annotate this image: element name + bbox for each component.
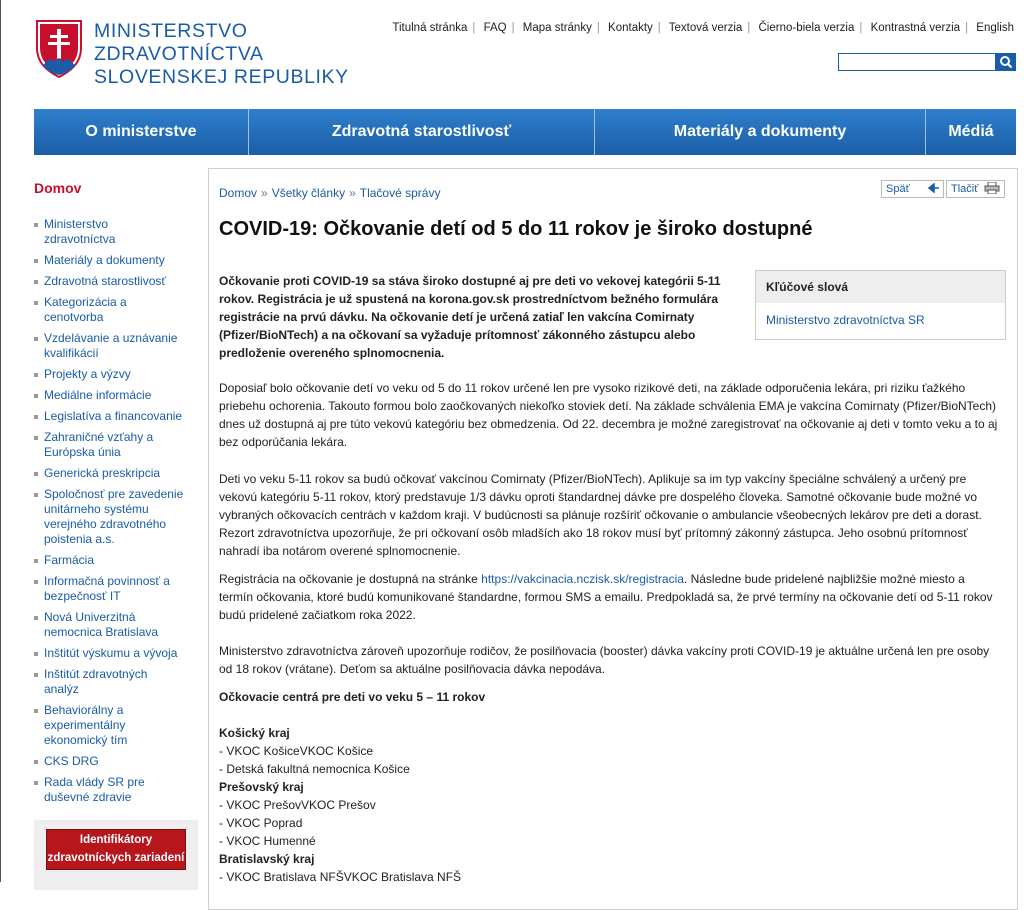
sidebar-item-behavioral-team[interactable]: [34, 703, 154, 748]
sidebar-item-label: Inštitút zdravotných analýz: [44, 667, 148, 696]
separator: |: [472, 22, 476, 34]
sidebar-item-information-security[interactable]: [34, 574, 189, 604]
bullet-icon: [34, 493, 38, 497]
ministry-logo[interactable]: [36, 20, 349, 92]
sidebar-item-legislation[interactable]: [34, 409, 198, 424]
bullet-icon: [34, 373, 38, 377]
center-item: - VKOC Humenné: [219, 834, 316, 848]
link-home[interactable]: Titulná stránka: [392, 22, 468, 34]
sidebar-item-label: Generická preskripcia: [44, 466, 161, 480]
print-label: Tlačiť: [951, 183, 979, 195]
separator: |: [511, 22, 515, 34]
logo-line-3: SLOVENSKEJ REPUBLIKY: [94, 66, 349, 88]
sidebar-item-pharmacy[interactable]: [34, 553, 198, 568]
separator: |: [657, 22, 661, 34]
sidebar-item-ministry[interactable]: [34, 217, 144, 247]
page-left-border: [0, 0, 1, 882]
keywords-box: [755, 270, 1006, 340]
center-item: - VKOC KošiceVKOC Košice: [219, 744, 374, 758]
sidebar-item-generic-prescription[interactable]: [34, 466, 198, 481]
sidebar-item-label: Materiály a dokumenty: [44, 253, 165, 267]
region-heading: Košický kraj: [219, 726, 290, 740]
separator: |: [596, 22, 600, 34]
top-links: [392, 22, 1014, 34]
bullet-icon: [34, 415, 38, 419]
bullet-icon: [34, 259, 38, 263]
article-lead: Očkovanie proti COVID-19 sa stáva široko dostupné aj pre deti vo vekovej kategórii 5-11 rokov. Registrácia je už spustená na korona.gov.sk prostredníctvom bežného formulára registrácie na prvú dávku. Na očkovanie detí je určená zatiaľ len vakcína Comirnaty (Pfizer/BioNTech) a na očkovaní sa vyžaduje prítomnosť zákonného zástupcu alebo predloženie overeného splnomocnenia.: [219, 274, 721, 360]
nav-materials-documents[interactable]: Materiály a dokumenty: [595, 109, 926, 155]
article-content: [208, 168, 1018, 910]
region-heading: Prešovský kraj: [219, 780, 304, 794]
bullet-icon: [34, 223, 38, 227]
nav-about-ministry[interactable]: O ministerstve: [34, 109, 249, 155]
paragraph-text: Registrácia na očkovanie je dostupná na stránke: [219, 572, 482, 586]
centers-title: Očkovacie centrá pre deti vo veku 5 – 11 rokov: [219, 690, 486, 704]
search-button[interactable]: [996, 53, 1016, 71]
sidebar-item-cks-drg[interactable]: [34, 754, 198, 769]
link-contrast-version[interactable]: Kontrastná verzia: [870, 22, 961, 34]
sidebar-item-label: Informačná povinnosť a bezpečnosť IT: [44, 574, 170, 603]
identifiers-banner-box: [34, 820, 198, 890]
back-button[interactable]: [881, 180, 944, 198]
link-bw-version[interactable]: Čierno-biela verzia: [758, 22, 855, 34]
search-icon: [996, 53, 1016, 71]
banner-line-2: zdravotníckych zariadení: [47, 852, 185, 864]
sidebar-item-materials[interactable]: [34, 253, 198, 268]
article-paragraph-2: Deti vo veku 5-11 rokov sa budú očkovať vakcínou Comirnaty (Pfizer/BioNTech). Aplikuje sa im typ vakcíny špeciálne schválený a určený pre vekovú kategóriu 5-11 rokov, ktorý predstavuje 1/3 dávku oproti štandardnej dávke pre dospelého človeka. Samotné očkovanie bude možné vo vybraných očkovacích centrách v každom kraji. V budúcnosti sa plánuje rozšíriť očkovanie o ambulancie všeobecných lekárov pre deti a dorast. Rezort zdravotníctva upozorňuje, že pri očkovaní osôb mladších ako 18 rokov musí byť prítomný zákonný zástupca. Jeho osobnú prítomnosť nahradí iba notárom overené splnomocnenie.: [219, 472, 982, 558]
link-text-version[interactable]: Textová verzia: [668, 22, 743, 34]
link-english[interactable]: English: [976, 22, 1014, 34]
back-arrow-icon: [917, 183, 939, 193]
sidebar-item-label: CKS DRG: [44, 754, 99, 768]
bullet-icon: [34, 781, 38, 785]
sidebar-item-label: Projekty a výzvy: [44, 367, 131, 381]
link-contacts[interactable]: Kontakty: [608, 22, 653, 34]
sidebar-item-label: Vzdelávanie a uznávanie kvalifikácií: [44, 331, 178, 360]
sidebar-home-link[interactable]: Domov: [34, 180, 82, 196]
sidebar-item-health-analysis-institute[interactable]: [34, 667, 169, 697]
region-heading: Bratislavský kraj: [219, 852, 315, 866]
sidebar-item-new-university-hospital[interactable]: [34, 610, 174, 640]
bullet-icon: [34, 301, 38, 305]
sidebar-item-foreign-relations[interactable]: [34, 430, 169, 460]
bullet-icon: [34, 337, 38, 341]
logo-line-1: MINISTERSTVO: [94, 20, 248, 42]
link-sitemap[interactable]: Mapa stránky: [522, 22, 592, 34]
sidebar-item-label: Legislatíva a financovanie: [44, 409, 183, 423]
keyword-link[interactable]: Ministerstvo zdravotníctva SR: [766, 313, 925, 327]
breadcrumb-press-releases[interactable]: Tlačové správy: [359, 186, 441, 200]
separator: |: [965, 22, 969, 34]
bullet-icon: [34, 673, 38, 677]
article-title: COVID-19: Očkovanie detí od 5 do 11 rokov je široko dostupné: [219, 218, 813, 240]
print-button[interactable]: [946, 180, 1005, 198]
sidebar-item-label: Zdravotná starostlivosť: [44, 274, 166, 288]
sidebar-item-label: Farmácia: [44, 553, 95, 567]
breadcrumb-home[interactable]: Domov: [219, 186, 258, 200]
coat-of-arms-icon: [36, 20, 82, 78]
sidebar-item-label: Rada vlády SR pre duševné zdravie: [44, 775, 145, 804]
sidebar-item-categorization[interactable]: [34, 295, 154, 325]
breadcrumb-separator: »: [261, 186, 268, 200]
sidebar-item-media-info[interactable]: [34, 388, 198, 403]
bullet-icon: [34, 652, 38, 656]
sidebar-item-label: Zahraničné vzťahy a Európska únia: [44, 430, 154, 459]
breadcrumb-separator: »: [349, 186, 356, 200]
search-input[interactable]: [838, 53, 996, 71]
center-item: - VKOC Bratislava NFŠVKOC Bratislava NFŠ: [219, 870, 462, 884]
center-item: - VKOC Poprad: [219, 816, 303, 830]
article-paragraph-4: Ministerstvo zdravotníctva zároveň upozorňuje rodičov, že posilňovacia (booster) dávka vakcíny proti COVID-19 je aktuálne určená len pre osoby od 18 rokov (vrátane). Deťom sa aktuálne posilňovacia dávka nepodáva.: [219, 644, 990, 676]
banner-line-1: Identifikátory: [79, 834, 153, 846]
link-faq[interactable]: FAQ: [483, 22, 507, 34]
bullet-icon: [34, 760, 38, 764]
bullet-icon: [34, 616, 38, 620]
bullet-icon: [34, 280, 38, 284]
separator: |: [859, 22, 863, 34]
center-item: - VKOC PrešovVKOC Prešov: [219, 798, 376, 812]
bullet-icon: [34, 580, 38, 584]
sidebar-item-label: Behaviorálny a experimentálny ekonomický tím: [44, 703, 128, 747]
sidebar-item-research-institute[interactable]: [34, 646, 198, 661]
nav-media[interactable]: Médiá: [948, 123, 994, 140]
registration-link[interactable]: https://vakcinacia.nczisk.sk/registracia: [481, 572, 684, 586]
logo-line-2: ZDRAVOTNÍCTVA: [94, 43, 264, 65]
identifiers-banner[interactable]: [46, 829, 186, 870]
sidebar-item-label: Ministerstvo zdravotníctva: [44, 217, 116, 246]
paragraph-text: . Následne bude pridelené najbližšie možné miesto a termín očkovania, ktoré budú komunikované štandardne, formou SMS a emailu. Predpokladá sa, že prvé termíny na očkovanie detí od 5-11 rokov budú pridelené začiatkom roka 2022.: [219, 572, 993, 622]
keywords-title: Kľúčové slová: [756, 271, 1005, 303]
sidebar-item-label: Kategorizácia a cenotvorba: [44, 295, 127, 324]
sidebar-item-label: Nová Univerzitná nemocnica Bratislava: [44, 610, 159, 639]
separator: |: [747, 22, 751, 34]
sidebar-item-label: Inštitút výskumu a vývoja: [44, 646, 178, 660]
nav-healthcare[interactable]: Zdravotná starostlivosť: [249, 109, 595, 155]
sidebar-item-mental-health-council[interactable]: [34, 775, 164, 805]
back-label: Späť: [886, 183, 910, 195]
breadcrumb: [219, 186, 440, 200]
printer-icon: [984, 182, 1000, 194]
sidebar-item-education[interactable]: [34, 331, 198, 361]
sidebar-item-unitary-insurance[interactable]: [34, 487, 198, 547]
bullet-icon: [34, 472, 38, 476]
main-navigation: [34, 109, 1016, 155]
search-box: [838, 53, 1016, 71]
sidebar-item-label: Mediálne informácie: [44, 388, 152, 402]
article-paragraph-3: [219, 570, 1001, 624]
sidebar-item-healthcare[interactable]: [34, 274, 198, 289]
bullet-icon: [34, 709, 38, 713]
article-paragraph-1: Doposiaľ bolo očkovanie detí vo veku od 5 do 11 rokov určené len pre vysoko rizikové deti, na základe odporučenia lekára, pri riziku ťažkého priebehu ochorenia. Takouto formou bolo zaočkovaných niekoľko stoviek detí. Na základe schválenia EMA je vakcína Comirnaty (Pfizer/BioNTech) dnes už dostupná aj pre túto vekovú kategóriu bez obmedzenia. Od 22. decembra je možné zaregistrovať na očkovanie aj deti v tomto veku a to aj bez odporúčania lekára.: [219, 381, 998, 449]
bullet-icon: [34, 559, 38, 563]
breadcrumb-all-articles[interactable]: Všetky články: [271, 186, 346, 200]
center-item: - Detská fakultná nemocnica Košice: [219, 762, 410, 776]
sidebar-item-label: Spoločnosť pre zavedenie unitárneho systému verejného zdravotného poistenia a.s.: [44, 487, 184, 546]
sidebar-menu: [34, 217, 198, 805]
bullet-icon: [34, 436, 38, 440]
sidebar-item-projects[interactable]: [34, 367, 198, 382]
sidebar: [34, 180, 198, 811]
bullet-icon: [34, 394, 38, 398]
